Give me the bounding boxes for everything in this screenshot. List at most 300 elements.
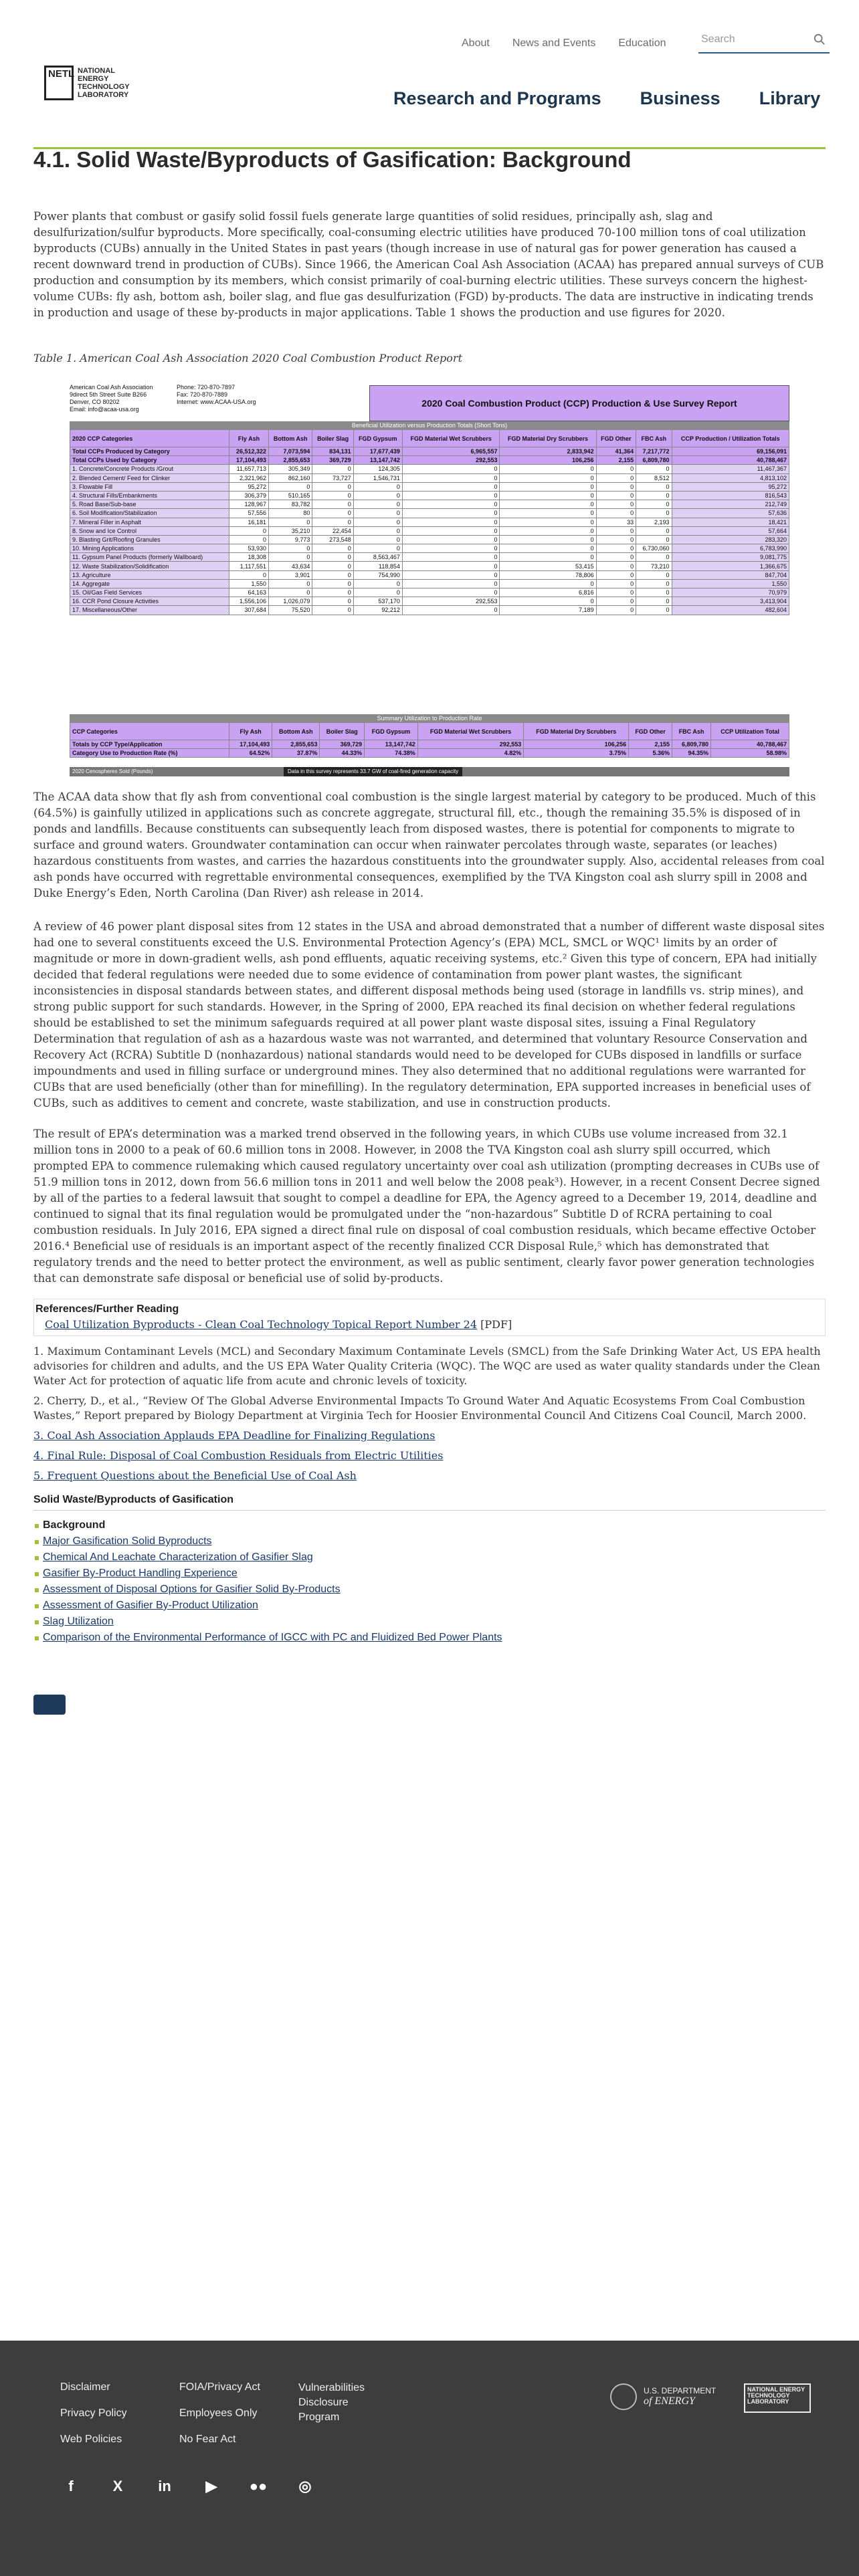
- table-cell: 6,809,780: [636, 456, 672, 465]
- table-cell: 0: [636, 482, 672, 491]
- paragraph-epa-determination: The result of EPA’s determination was a marked trend observed in the following years, in which CUBs use volume increased from 32.1 million tons in 2000 to a peak of 60.6 million tons in 2008. However, in 2008 the TVA Kingston coal ash slurry spill occurred, which prompted EPA to commence rulemaking which caused regulatory uncertainty over coal ash utilization (prompting decreases in CUBs use of 51.9 million tons in 2012, down from 56.6 million tons in 2011 and well below the 2008 peak³). However, in a recent Consent Decree signed by all of the parties to a federal lawsuit that sought to compel a deadline for EPA, the Agency agreed to a December 19, 2014, deadline and continued to signal that its final regulation would be promulgated under the “non-hazardous” Subtitle D of RCRA pertaining to coal combustion residuals. In July 2016, EPA signed a direct final rule on disposal of coal combustion residuals, which became effective October 2016.⁴ Beneficial use of residuals is an important aspect of the recently finalized CCR Disposal Rule,⁵ which has demonstrated that regulatory trends and the need to better protect the environment, as well as public sentiment, clearly favor power generation technologies that can demonstrate safe disposal or beneficial use of solid by-products.: [33, 1128, 820, 1285]
- table-cell: 118,854: [353, 562, 402, 570]
- row-label: 15. Oil/Gas Field Services: [70, 588, 229, 597]
- summary-table: [70, 722, 789, 758]
- table-cell: 8,563,467: [353, 553, 402, 562]
- table-cell: 816,543: [672, 491, 789, 500]
- table-cell: 754,990: [353, 570, 402, 579]
- section-toc: [33, 1494, 826, 1646]
- column-header: CCP Categories: [70, 723, 229, 740]
- table-row: [70, 597, 789, 606]
- table-cell: 22,454: [312, 526, 353, 535]
- table-cell: 26,512,322: [229, 447, 269, 456]
- column-header: FGD Material Wet Scrubbers: [402, 430, 500, 447]
- table-cell: 2,321,962: [229, 473, 269, 482]
- table-cell: 834,131: [312, 447, 353, 456]
- column-header: FBC Ash: [672, 723, 710, 740]
- column-header: FGD Gypsum: [365, 723, 418, 740]
- table-cell: 0: [596, 562, 636, 570]
- instagram-icon[interactable]: ◎: [298, 2478, 312, 2494]
- table-cell: 0: [636, 579, 672, 588]
- ccp-report-table: [70, 377, 789, 784]
- toc-item[interactable]: Assessment of Disposal Options for Gasifier Solid By-Products: [33, 1582, 826, 1598]
- table-cell: 3,901: [269, 570, 312, 579]
- footnote-1: 1. Maximum Contaminant Levels (MCL) and Secondary Maximum Contaminate Levels (SMCL) from the Safe Drinking Water Act, US EPA health advisories for children and adults, and the US EPA Water Quality Criteria (WQC). The WQC are used as water quality standards under the Clean Water Act for protection of aquatic life from acute and chronic levels of toxicity.: [33, 1345, 821, 1387]
- table-cell: 0: [636, 588, 672, 597]
- table-cell: 0: [312, 465, 353, 473]
- table-cell: 57,556: [229, 509, 269, 518]
- table-cell: 106,256: [500, 456, 596, 465]
- table-cell: 0: [596, 597, 636, 606]
- footer-col-1: [60, 2374, 127, 2452]
- table-cell: 128,967: [229, 500, 269, 509]
- footnote-5-link[interactable]: 5. Frequent Questions about the Beneficial Use of Coal Ash: [33, 1469, 357, 1482]
- table-cell: 7,189: [500, 606, 596, 615]
- toc-item[interactable]: Gasifier By-Product Handling Experience: [33, 1566, 826, 1582]
- table-cell: 95,272: [229, 482, 269, 491]
- table-cell: 0: [596, 535, 636, 544]
- table-cell: 2,193: [636, 518, 672, 526]
- table-cell: 0: [402, 544, 500, 553]
- table-cell: 6,816: [500, 588, 596, 597]
- paragraph-fly-ash: The ACAA data show that fly ash from conventional coal combustion is the single largest material by category to be produced. Much of this (64.5%) is gainfully utilized in applications such as concrete aggregate, structural fill, etc., though the remaining 35.5% is disposed of in ponds and landfills. Because constituents can subsequently leach from disposed wastes, there is potential for components to migrate to surface and ground waters. Groundwater contamination can occur when rainwater percolates through waste, separates (or leaches) hazardous constituents from wastes, and carries the hazardous constituents into the groundwater supply. Also, accidental releases from coal ash ponds have occurred with regrettable environmental consequences, exemplified by the TVA Kingston coal ash slurry spill in 2008 and Duke Energy’s Eden, North Carolina (Dan River) ash release in 2014.: [33, 790, 825, 899]
- table-cell: 124,305: [353, 465, 402, 473]
- column-header: CCP Utilization Total: [711, 723, 789, 740]
- row-label: 3. Flowable Fill: [70, 482, 229, 491]
- column-header: Boiler Slag: [320, 723, 365, 740]
- table-cell: 7,073,594: [269, 447, 312, 456]
- table-cell: 40,788,467: [711, 740, 789, 749]
- table-cell: 0: [402, 553, 500, 562]
- table-row: [70, 570, 789, 579]
- table-cell: 74.38%: [365, 749, 418, 758]
- row-label: 9. Blasting Grit/Roofing Granules: [70, 535, 229, 544]
- table-cell: 0: [500, 465, 596, 473]
- table-cell: 0: [596, 588, 636, 597]
- column-header: FBC Ash: [636, 430, 672, 447]
- table-cell: 13,147,742: [365, 740, 418, 749]
- report-footnote: 2020 Cenospheres Sold (Pounds) Data in this survey represents 33.7 GW of coal-fired generation capacity: [70, 767, 789, 776]
- table-cell: 0: [636, 500, 672, 509]
- table-cell: 0: [636, 465, 672, 473]
- row-label: 10. Mining Applications: [70, 544, 229, 553]
- table-cell: 1,026,079: [269, 597, 312, 606]
- table-cell: 0: [596, 491, 636, 500]
- table-cell: 4.82%: [417, 749, 524, 758]
- report-band-production: Beneficial Utilization versus Production Totals (Short Tons): [70, 421, 789, 429]
- nav-news-events[interactable]: News and Events: [512, 37, 596, 49]
- table-cell: 0: [402, 606, 500, 615]
- column-header: FGD Other: [629, 723, 672, 740]
- table-cell: 0: [269, 482, 312, 491]
- table-header-row: [70, 430, 789, 447]
- social-links: [60, 2476, 316, 2497]
- table-cell: 273,548: [312, 535, 353, 544]
- table-cell: 0: [353, 579, 402, 588]
- table-cell: 0: [402, 535, 500, 544]
- table-cell: 0: [312, 562, 353, 570]
- table-cell: 369,729: [320, 740, 365, 749]
- table-cell: 6,730,060: [636, 544, 672, 553]
- doe-logo[interactable]: U.S. DEPARTMENT of ENERGY: [610, 2383, 716, 2410]
- table-cell: 40,788,467: [672, 456, 789, 465]
- table-header-row: [70, 723, 789, 740]
- row-label: 4. Structural Fills/Embankments: [70, 491, 229, 500]
- table-cell: 0: [229, 535, 269, 544]
- table-cell: 0: [636, 491, 672, 500]
- table-cell: 0: [229, 570, 269, 579]
- table-cell: 6,783,990: [672, 544, 789, 553]
- main-nav: [393, 88, 820, 109]
- toc-item[interactable]: Assessment of Gasifier By-Product Utilization: [33, 1598, 826, 1614]
- table-cell: 78,806: [500, 570, 596, 579]
- table-cell: 292,553: [402, 456, 500, 465]
- table-cell: 847,704: [672, 570, 789, 579]
- table-cell: 73,210: [636, 562, 672, 570]
- table-cell: 106,256: [524, 740, 629, 749]
- table-row: [70, 491, 789, 500]
- footer-link[interactable]: Employees Only: [179, 2407, 258, 2419]
- references-heading: References/Further Reading: [35, 1303, 179, 1315]
- table-cell: 307,684: [229, 606, 269, 615]
- column-header: Fly Ash: [229, 723, 272, 740]
- footer-link[interactable]: Disclaimer: [60, 2381, 110, 2393]
- table-cell: 0: [402, 518, 500, 526]
- search-placeholder: Search: [701, 33, 735, 45]
- table-cell: 0: [402, 482, 500, 491]
- table-cell: 0: [500, 526, 596, 535]
- table-cell: 3,413,904: [672, 597, 789, 606]
- row-label: 16. CCR Pond Closure Activities: [70, 597, 229, 606]
- table-cell: 0: [312, 509, 353, 518]
- table-row: [70, 553, 789, 562]
- toc-item-background: Background: [33, 1517, 826, 1533]
- toc-item[interactable]: Chemical And Leachate Characterization of Gasifier Slag: [33, 1549, 826, 1566]
- table-cell: 41,364: [596, 447, 636, 456]
- table-cell: 9,773: [269, 535, 312, 544]
- table-cell: 0: [402, 509, 500, 518]
- table-cell: 0: [353, 526, 402, 535]
- table-cell: 75,520: [269, 606, 312, 615]
- table-cell: 33: [596, 518, 636, 526]
- table-cell: 9,081,775: [672, 553, 789, 562]
- table-cell: 1,550: [229, 579, 269, 588]
- table-cell: 1,546,731: [353, 473, 402, 482]
- netl-logo[interactable]: [44, 66, 130, 100]
- table-cell: 0: [636, 526, 672, 535]
- table-cell: 0: [353, 588, 402, 597]
- site-footer: [0, 2341, 859, 2576]
- column-header: FGD Other: [596, 430, 636, 447]
- footer-link[interactable]: FOIA/Privacy Act: [179, 2381, 260, 2393]
- table-cell: 0: [312, 482, 353, 491]
- facebook-icon[interactable]: f: [68, 2478, 74, 2494]
- table-cell: 0: [353, 535, 402, 544]
- table-cell: 0: [596, 500, 636, 509]
- table-cell: 0: [596, 482, 636, 491]
- doe-seal-icon: [610, 2383, 637, 2410]
- row-label: 7. Mineral Filler in Asphalt: [70, 518, 229, 526]
- table-cell: 2,155: [629, 740, 672, 749]
- paragraph-epa-review: A review of 46 power plant disposal sites from 12 states in the USA and abroad demonstrated that a number of different waste disposal sites had one to several constituents exceed the U.S. Environmental Protection Agency’s (EPA) MCL, SMCL or WQC¹ limits by an order of magnitude or more in down-gradient wells, ash pond effluents, aquatic receiving systems, etc.² Given this type of concern, EPA had initially decided that federal regulations were needed due to some evidence of contamination from power plant wastes, the significant inconsistencies in disposal standards between states, and different disposal methods being used (storage in landfills vs. strip mines), and strong public support for such standards. However, in the Spring of 2000, EPA reached its final decision on whether federal regulations should be established to set the minimum safeguards required at all power plant waste disposal sites, issuing a Final Regulatory Determination that regulation of ash as a hazardous waste was not warranted, and determined that voluntary Resource Conservation and Recovery Act (RCRA) Subtitle D (nonhazardous) national standards would need to be developed for CUBs disposed in landfills or surface impoundments and used in filling surface or underground mines. They also determined that no additional regulations were warranted for CUBs that are used beneficially (other than for minefilling). In the regulatory determination, EPA supported increases in beneficial uses of CUBs, such as additives to cement and concrete, waste stabilization, and use in construction products.: [33, 920, 825, 1109]
- row-label: 8. Snow and Ice Control: [70, 526, 229, 535]
- table-cell: 70,979: [672, 588, 789, 597]
- table-cell: 2,855,653: [269, 456, 312, 465]
- table-row: [70, 482, 789, 491]
- nav-business[interactable]: Business: [640, 88, 721, 108]
- toc-item[interactable]: Major Gasification Solid Byproducts: [33, 1533, 826, 1549]
- search-input[interactable]: [698, 29, 830, 53]
- table-cell: 0: [596, 509, 636, 518]
- column-header: Fly Ash: [229, 430, 269, 447]
- table-cell: 0: [402, 473, 500, 482]
- table-cell: 0: [636, 553, 672, 562]
- table-cell: 6,965,557: [402, 447, 500, 456]
- table-cell: 0: [596, 606, 636, 615]
- table-cell: 0: [596, 465, 636, 473]
- summary-row: [70, 749, 789, 758]
- table-cell: 0: [402, 562, 500, 570]
- table-cell: 0: [500, 597, 596, 606]
- footer-netl-logo[interactable]: NATIONAL ENERGY TECHNOLOGY LABORATORY: [744, 2383, 811, 2413]
- table-cell: 17,104,493: [229, 456, 269, 465]
- table-row: [70, 473, 789, 482]
- table-cell: 0: [353, 509, 402, 518]
- row-label: 1. Concrete/Concrete Products /Grout: [70, 465, 229, 473]
- footer-link[interactable]: Web Policies: [60, 2434, 122, 2445]
- table-cell: 18,421: [672, 518, 789, 526]
- table-cell: 0: [353, 544, 402, 553]
- acaa-address: American Coal Ash Association 9direct 5th Street Suite B266 Denver, CO 80202 Email: info@acaa-usa.org: [70, 384, 153, 413]
- utility-nav: [462, 37, 666, 49]
- column-header: 2020 CCP Categories: [70, 430, 229, 447]
- footer-link-vdp[interactable]: Vulnerabilities Disclosure Program: [298, 2382, 365, 2423]
- table-cell: 0: [402, 570, 500, 579]
- footnote-5: [33, 1469, 826, 1483]
- logo-mark: NETL: [44, 66, 74, 100]
- row-label: 14. Aggregate: [70, 579, 229, 588]
- table-cell: 0: [500, 535, 596, 544]
- table-cell: 292,553: [402, 597, 500, 606]
- table-row: [70, 500, 789, 509]
- table-cell: 1,550: [672, 579, 789, 588]
- reference-link[interactable]: Coal Utilization Byproducts - Clean Coal Technology Topical Report Number 24: [45, 1318, 478, 1331]
- table-cell: 0: [500, 544, 596, 553]
- table-cell: 0: [402, 526, 500, 535]
- table-cell: 13,147,742: [353, 456, 402, 465]
- table-cell: 537,170: [353, 597, 402, 606]
- nav-education[interactable]: Education: [618, 37, 666, 49]
- table-cell: 94.35%: [672, 749, 710, 758]
- table-row: [70, 535, 789, 544]
- table-cell: 4,813,102: [672, 473, 789, 482]
- table-cell: 0: [269, 588, 312, 597]
- table-cell: 16,181: [229, 518, 269, 526]
- search-icon[interactable]: [814, 33, 826, 45]
- table-cell: 306,379: [229, 491, 269, 500]
- table-cell: 0: [402, 500, 500, 509]
- table-cell: 0: [269, 579, 312, 588]
- report-band-summary: Summary Utilization to Production Rate: [70, 714, 789, 722]
- table-cell: 58.98%: [711, 749, 789, 758]
- table-cell: 482,604: [672, 606, 789, 615]
- row-label: 5. Road Base/Sub-base: [70, 500, 229, 509]
- table-cell: 0: [402, 491, 500, 500]
- table-cell: 1,556,106: [229, 597, 269, 606]
- table-cell: 8,512: [636, 473, 672, 482]
- table-total-row: [70, 447, 789, 456]
- table-cell: 11,657,713: [229, 465, 269, 473]
- table-cell: 0: [500, 482, 596, 491]
- table-cell: 73,727: [312, 473, 353, 482]
- footnote-4: [33, 1448, 826, 1463]
- toc-item[interactable]: Comparison of the Environmental Performance of IGCC with PC and Fluidized Bed Power Plants: [33, 1630, 826, 1646]
- table-cell: 0: [636, 535, 672, 544]
- table-cell: 64.52%: [229, 749, 272, 758]
- program-badge-icon[interactable]: [33, 1695, 66, 1715]
- row-label: Total CCPs Produced by Category: [70, 447, 229, 456]
- table-cell: 0: [596, 570, 636, 579]
- table-cell: 5.36%: [629, 749, 672, 758]
- table-row: [70, 544, 789, 553]
- table-row: [70, 579, 789, 588]
- toc-item[interactable]: Slag Utilization: [33, 1614, 826, 1630]
- table-cell: 0: [596, 473, 636, 482]
- x-icon[interactable]: X: [112, 2478, 123, 2494]
- footer-col-3: [298, 2381, 365, 2425]
- table-cell: 17,104,493: [229, 740, 272, 749]
- row-label: Totals by CCP Type/Application: [70, 740, 229, 749]
- intro-paragraph: Power plants that combust or gasify solid fossil fuels generate large quantities of solid residues, principally ash, slag and desulfurization/sulfur byproducts. More specifically, coal-consuming electric utilities have produced 70-100 million tons of coal utilization byproducts (CUBs) annually in the United States in past years (though increase in use of natural gas for power generation has caused a recent downward trend in production of CUBs). Since 1966, the American Coal Ash Association (ACAA) has prepared annual surveys of CUB production and consumption by its members, which consist primarily of coal-burning electric utilities. These surveys concern the highest-volume CUBs: fly ash, bottom ash, boiler slag, and flue gas desulfurization (FGD) by-products. The data are instructive in indicating trends in production and usage of these by-products in major applications. Table 1 shows the production and use figures for 2020.: [33, 210, 824, 319]
- table-cell: 0: [500, 518, 596, 526]
- table-cell: 0: [312, 588, 353, 597]
- table-cell: 0: [636, 509, 672, 518]
- row-label: 13. Agriculture: [70, 570, 229, 579]
- column-header: Bottom Ash: [272, 723, 320, 740]
- flickr-icon[interactable]: ●●: [249, 2478, 268, 2494]
- table-cell: 0: [636, 570, 672, 579]
- table-cell: 0: [596, 544, 636, 553]
- table-cell: 0: [312, 579, 353, 588]
- table-cell: 1,366,675: [672, 562, 789, 570]
- table-cell: 64,163: [229, 588, 269, 597]
- row-label: 6. Soil Modification/Stabilization: [70, 509, 229, 518]
- table-cell: 0: [500, 473, 596, 482]
- table-cell: 0: [596, 526, 636, 535]
- acaa-contact: Phone: 720-870-7897 Fax: 720-870-7889 Internet: www.ACAA-USA.org: [177, 384, 256, 405]
- table-cell: 0: [636, 606, 672, 615]
- footnote-4-link[interactable]: 4. Final Rule: Disposal of Coal Combustion Residuals from Electric Utilities: [33, 1449, 444, 1462]
- footnote-2: 2. Cherry, D., et al., “Review Of The Global Adverse Environmental Impacts To Ground Water And Aquatic Ecosystems From Coal Combustion Wastes,” Report prepared by Biology Department at Virginia Tech for Hoosier Environmental Council And Citizens Coal Council, March 2000.: [33, 1394, 807, 1422]
- table-cell: 18,308: [229, 553, 269, 562]
- column-header: FGD Gypsum: [353, 430, 402, 447]
- table-cell: 510,165: [269, 491, 312, 500]
- footnotes: [33, 1344, 826, 1489]
- table-cell: 0: [312, 597, 353, 606]
- youtube-icon[interactable]: ▶: [205, 2478, 217, 2494]
- row-label: 2. Blended Cement/ Feed for Clinker: [70, 473, 229, 482]
- references-box: [33, 1299, 826, 1336]
- table-cell: 292,553: [417, 740, 524, 749]
- table-cell: 0: [269, 553, 312, 562]
- table-cell: 57,664: [672, 526, 789, 535]
- row-label: Total CCPs Used by Category: [70, 456, 229, 465]
- footnote-3: [33, 1428, 826, 1443]
- table-cell: 0: [312, 606, 353, 615]
- footer-col-2: [179, 2374, 260, 2452]
- table-cell: 0: [312, 553, 353, 562]
- table-caption: Table 1. American Coal Ash Association 2020 Coal Combustion Product Report: [33, 352, 462, 364]
- table-cell: 0: [229, 526, 269, 535]
- nav-research-programs[interactable]: Research and Programs: [393, 88, 601, 108]
- row-label: 12. Waste Stabilization/Solidification: [70, 562, 229, 570]
- table-cell: 0: [500, 509, 596, 518]
- table-cell: 0: [353, 518, 402, 526]
- nav-library[interactable]: Library: [759, 88, 821, 108]
- table-cell: 0: [636, 597, 672, 606]
- table-row: [70, 526, 789, 535]
- table-cell: 0: [312, 500, 353, 509]
- table-cell: 0: [312, 570, 353, 579]
- table-cell: 283,320: [672, 535, 789, 544]
- table-cell: 862,160: [269, 473, 312, 482]
- table-row: [70, 509, 789, 518]
- table-cell: 53,930: [229, 544, 269, 553]
- table-cell: 0: [353, 482, 402, 491]
- footer-link[interactable]: No Fear Act: [179, 2434, 236, 2445]
- table-cell: 80: [269, 509, 312, 518]
- column-header: FGD Material Dry Scrubbers: [500, 430, 596, 447]
- table-cell: 0: [312, 518, 353, 526]
- logo-text: NATIONAL ENERGY TECHNOLOGY LABORATORY: [78, 67, 130, 99]
- table-cell: 0: [500, 500, 596, 509]
- table-cell: 0: [353, 500, 402, 509]
- column-header: FGD Material Dry Scrubbers: [524, 723, 629, 740]
- table-cell: 11,467,367: [672, 465, 789, 473]
- table-cell: 305,349: [269, 465, 312, 473]
- table-cell: 0: [402, 579, 500, 588]
- table-cell: 0: [500, 491, 596, 500]
- table-cell: 0: [596, 553, 636, 562]
- footnote-3-link[interactable]: 3. Coal Ash Association Applauds EPA Deadline for Finalizing Regulations: [33, 1429, 436, 1442]
- table-cell: 369,729: [312, 456, 353, 465]
- table-cell: 0: [269, 544, 312, 553]
- table-cell: 44.33%: [320, 749, 365, 758]
- table-cell: 57,636: [672, 509, 789, 518]
- table-cell: 0: [353, 491, 402, 500]
- table-cell: 1,117,551: [229, 562, 269, 570]
- report-title: 2020 Coal Combustion Product (CCP) Production & Use Survey Report: [369, 385, 789, 421]
- table-cell: 0: [312, 544, 353, 553]
- footer-link[interactable]: Privacy Policy: [60, 2407, 127, 2419]
- table-cell: 212,749: [672, 500, 789, 509]
- table-cell: 95,272: [672, 482, 789, 491]
- table-row: [70, 465, 789, 473]
- page-title: 4.1. Solid Waste/Byproducts of Gasification: Background: [33, 147, 632, 172]
- nav-about[interactable]: About: [462, 37, 490, 49]
- table-cell: 2,155: [596, 456, 636, 465]
- table-cell: 7,217,772: [636, 447, 672, 456]
- linkedin-icon[interactable]: in: [158, 2478, 171, 2494]
- column-header: Boiler Slag: [312, 430, 353, 447]
- production-use-table: [70, 429, 789, 615]
- table-row: [70, 606, 789, 615]
- row-label: 11. Gypsum Panel Products (formerly Wallboard): [70, 553, 229, 562]
- table-cell: 69,156,091: [672, 447, 789, 456]
- table-cell: 0: [500, 553, 596, 562]
- table-cell: 0: [402, 465, 500, 473]
- table-cell: 0: [402, 588, 500, 597]
